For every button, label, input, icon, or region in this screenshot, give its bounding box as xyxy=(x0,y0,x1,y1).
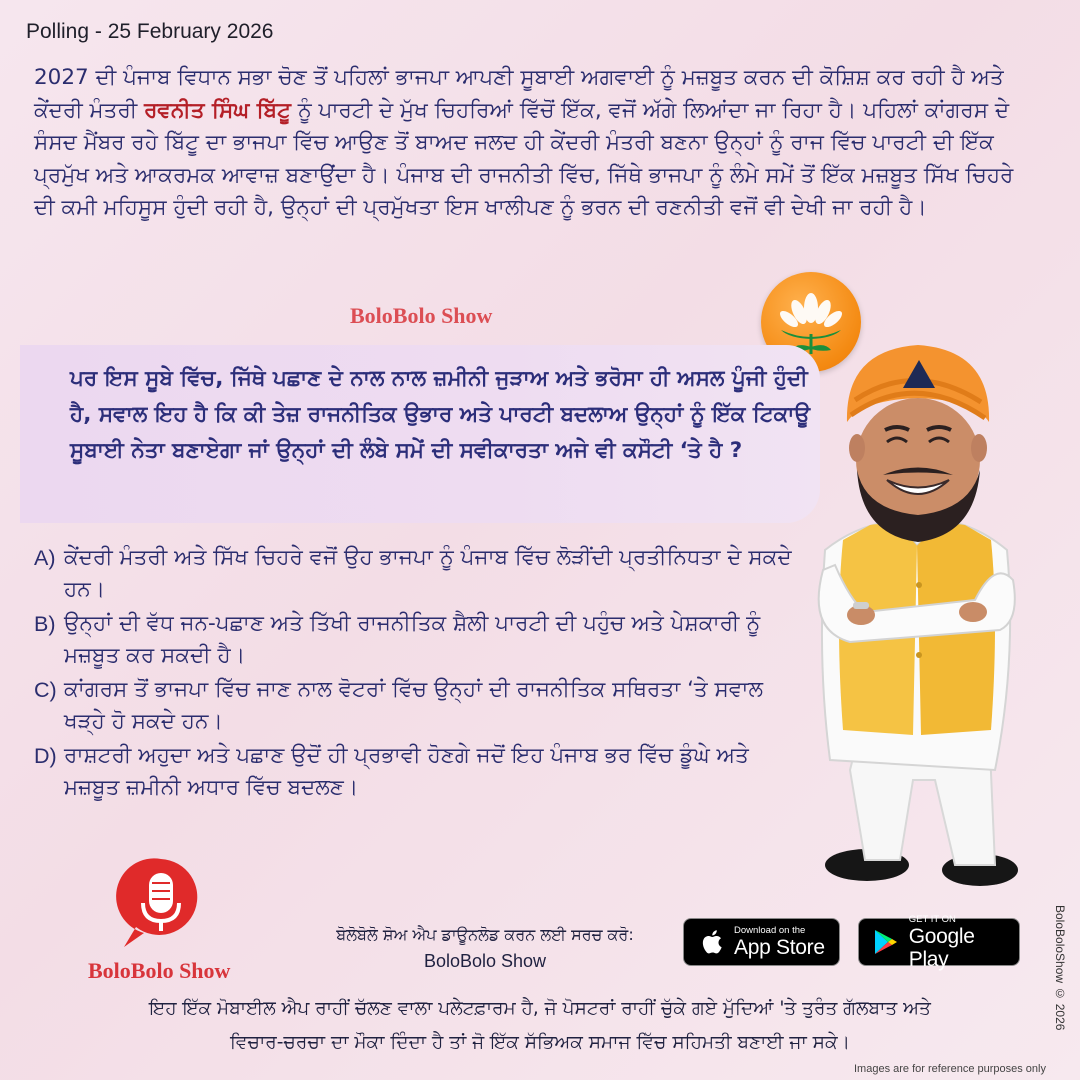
intro-highlighted-name: ਰਵਨੀਤ ਸਿੰਘ ਬਿੱਟੂ xyxy=(144,97,291,123)
poll-question: ਪਰ ਇਸ ਸੂਬੇ ਵਿੱਚ, ਜਿੱਥੇ ਪਛਾਣ ਦੇ ਨਾਲ ਨਾਲ ਜ਼ਮੀਨੀ ਜੁੜਾਅ ਅਤੇ ਭਰੋਸਾ ਹੀ ਅਸਲ ਪੂੰਜੀ ਹੁੰਦੀ ਹੈ, ਸਵਾਲ ਇਹ ਹੈ ਕਿ ਕੀ ਤੇਜ਼ ਰਾਜਨੀਤਿਕ ਉਭਾਰ ਅਤੇ ਪਾਰਟੀ ਬਦਲਾਅ ਉਨ੍ਹਾਂ ਨੂੰ ਇੱਕ ਟਿਕਾਊ ਸੂਬਾਈ ਨੇਤਾ ਬਣਾਏਗਾ ਜਾਂ ਉਨ੍ਹਾਂ ਦੀ ਲੰਬੇ ਸਮੇਂ ਦੀ ਸਵੀਕਾਰਤਾ ਅਜੇ ਵੀ ਕਸੌਟੀ ‘ਤੇ ਹੈ ? xyxy=(70,366,810,463)
option-letter: B) xyxy=(34,612,56,636)
download-instruction: ਬੋਲੋਬੋਲੋ ਸ਼ੋਅ ਐਪ ਡਾਊਨਲੋਡ ਕਰਨ ਲਈ ਸਰਚ ਕਰੋ: xyxy=(336,925,634,944)
download-prompt xyxy=(300,922,670,974)
politician-caricature xyxy=(795,330,1040,905)
poll-option-d[interactable] xyxy=(34,740,794,804)
poll-option-b[interactable] xyxy=(34,608,794,672)
microphone-icon xyxy=(116,855,206,955)
option-text: ਕਾਂਗਰਸ ਤੋਂ ਭਾਜਪਾ ਵਿੱਚ ਜਾਣ ਨਾਲ ਵੋਟਰਾਂ ਵਿੱਚ ਉਨ੍ਹਾਂ ਦੀ ਰਾਜਨੀਤਿਕ ਸਥਿਰਤਾ ‘ਤੇ ਸਵਾਲ ਖੜ੍ਹੇ ਹੋ ਸਕਦੇ ਹਨ। xyxy=(64,677,763,734)
google-play-label xyxy=(909,914,1019,971)
option-letter: A) xyxy=(34,546,56,570)
poll-date: Polling - 25 February 2026 xyxy=(26,20,274,43)
option-letter: C) xyxy=(34,678,57,702)
footer-description xyxy=(60,992,1020,1060)
poll-option-a[interactable] xyxy=(34,542,794,606)
intro-paragraph xyxy=(34,62,1014,225)
app-store-small-text: Download on the xyxy=(734,925,806,936)
app-store-label xyxy=(734,925,825,959)
apple-icon xyxy=(694,928,728,956)
app-store-button[interactable] xyxy=(683,918,840,966)
poll-option-c[interactable] xyxy=(34,674,794,738)
question-box xyxy=(20,345,820,523)
intro-text-end: ਨੂੰ ਪਾਰਟੀ ਦੇ ਮੁੱਖ ਚਿਹਰਿਆਂ ਵਿੱਚੋਂ ਇੱਕ, ਵਜੋਂ ਅੱਗੇ ਲਿਆਂਦਾ ਜਾ ਰਿਹਾ ਹੈ। ਪਹਿਲਾਂ ਕਾਂਗਰਸ ਦੇ ਸੰਸਦ ਮੈਂਬਰ ਰਹੇ ਬਿੱਟੂ ਦਾ ਭਾਜਪਾ ਵਿੱਚ ਆਉਣ ਤੋਂ ਬਾਅਦ ਜਲਦ ਹੀ ਕੇਂਦਰੀ ਮੰਤਰੀ ਬਣਨਾ ਉਨ੍ਹਾਂ ਨੂੰ ਰਾਜ ਵਿੱਚ ਪਾਰਟੀ ਦੀ ਇੱਕ ਪ੍ਰਮੁੱਖ ਅਤੇ ਆਕਰਮਕ ਆਵਾਜ਼ ਬਣਾਉਂਦਾ ਹੈ। ਪੰਜਾਬ ਦੀ ਰਾਜਨੀਤੀ ਵਿੱਚ, ਜਿੱਥੇ ਭਾਜਪਾ ਨੂੰ ਲੰਮੇ ਸਮੇਂ ਤੋਂ ਇੱਕ ਮਜ਼ਬੂਤ ਸਿੱਖ ਚਿਹਰੇ ਦੀ ਕਮੀ ਮਹਿਸੂਸ ਹੁੰਦੀ ਰਹੀ ਹੈ, ਉਨ੍ਹਾਂ ਦੀ ਪ੍ਰਮੁੱਖਤਾ ਇਸ ਖਾਲੀਪਣ ਨੂੰ ਭਰਨ ਦੀ ਰਣਨੀਤੀ ਵਜੋਂ ਵੀ ਦੇਖੀ ਜਾ ਰਹੀ ਹੈ। xyxy=(34,97,1014,220)
option-text: ਰਾਸ਼ਟਰੀ ਅਹੁਦਾ ਅਤੇ ਪਛਾਣ ਉਦੋਂ ਹੀ ਪ੍ਰਭਾਵੀ ਹੋਣਗੇ ਜਦੋਂ ਇਹ ਪੰਜਾਬ ਭਰ ਵਿੱਚ ਡੂੰਘੇ ਅਤੇ ਮਜ਼ਬੂਤ ਜ਼ਮੀਨੀ ਅਧਾਰ ਵਿੱਚ ਬਦਲਣ। xyxy=(64,743,749,800)
option-text: ਉਨ੍ਹਾਂ ਦੀ ਵੱਧ ਜਨ-ਪਛਾਣ ਅਤੇ ਤਿੱਖੀ ਰਾਜਨੀਤਿਕ ਸ਼ੈਲੀ ਪਾਰਟੀ ਦੀ ਪਹੁੰਚ ਅਤੇ ਪੇਸ਼ਕਾਰੀ ਨੂੰ ਮਜ਼ਬੂਤ ਕਰ ਸਕਦੀ ਹੈ। xyxy=(64,611,761,668)
google-play-big-text: Google Play xyxy=(908,924,975,971)
copyright-text: BoloBoloShow © 2026 xyxy=(1053,905,1067,1031)
option-letter: D) xyxy=(34,744,57,768)
app-name: BoloBolo Show xyxy=(423,951,547,971)
google-play-button[interactable] xyxy=(858,913,1020,971)
poll-options xyxy=(34,542,794,806)
google-play-icon xyxy=(869,928,903,956)
footer-line-2: ਵਿਚਾਰ-ਚਰਚਾ ਦਾ ਮੌਕਾ ਦਿੰਦਾ ਹੈ ਤਾਂ ਜੋ ਇੱਕ ਸੱਭਿਅਕ ਸਮਾਜ ਵਿੱਚ ਸਹਿਮਤੀ ਬਣਾਈ ਜਾ ਸਕੇ। xyxy=(229,1032,851,1053)
intro-text-start: 2027 ਦੀ ਪੰਜਾਬ ਵਿਧਾਨ ਸਭਾ ਚੋਣ ਤੋਂ ਪਹਿਲਾਂ ਭਾਜਪਾ ਆਪਣੀ ਸੂਬਾਈ ਅਗਵਾਈ ਨੂੰ ਮਜ਼ਬੂਤ ਕਰਨ ਦੀ ਕੋਸ਼ਿਸ਼ ਕਰ ਰਹੀ ਹੈ ਅਤੇ ਕੇਂਦਰੀ ਮੰਤਰੀ xyxy=(34,65,1004,123)
brand-watermark: BoloBolo Show xyxy=(350,303,493,328)
google-play-small-text: GET IT ON xyxy=(908,913,956,925)
footer-line-1: ਇਹ ਇੱਕ ਮੋਬਾਈਲ ਐਪ ਰਾਹੀਂ ਚੱਲਣ ਵਾਲਾ ਪਲੇਟਫ਼ਾਰਮ ਹੈ, ਜੋ ਪੋਸਟਰਾਂ ਰਾਹੀਂ ਚੁੱਕੇ ਗਏ ਮੁੱਦਿਆਂ 'ਤੇ ਤੁਰੰਤ ਗੱਲਬਾਤ ਅਤੇ xyxy=(149,998,931,1019)
disclaimer-text: Images are for reference purposes only xyxy=(854,1063,1046,1075)
brand-label: BoloBolo Show xyxy=(88,958,231,983)
app-store-big-text: App Store xyxy=(734,936,825,959)
option-text: ਕੇਂਦਰੀ ਮੰਤਰੀ ਅਤੇ ਸਿੱਖ ਚਿਹਰੇ ਵਜੋਂ ਉਹ ਭਾਜਪਾ ਨੂੰ ਪੰਜਾਬ ਵਿੱਚ ਲੋੜੀਂਦੀ ਪ੍ਰਤੀਨਿਧਤਾ ਦੇ ਸਕਦੇ ਹਨ। xyxy=(64,545,792,602)
